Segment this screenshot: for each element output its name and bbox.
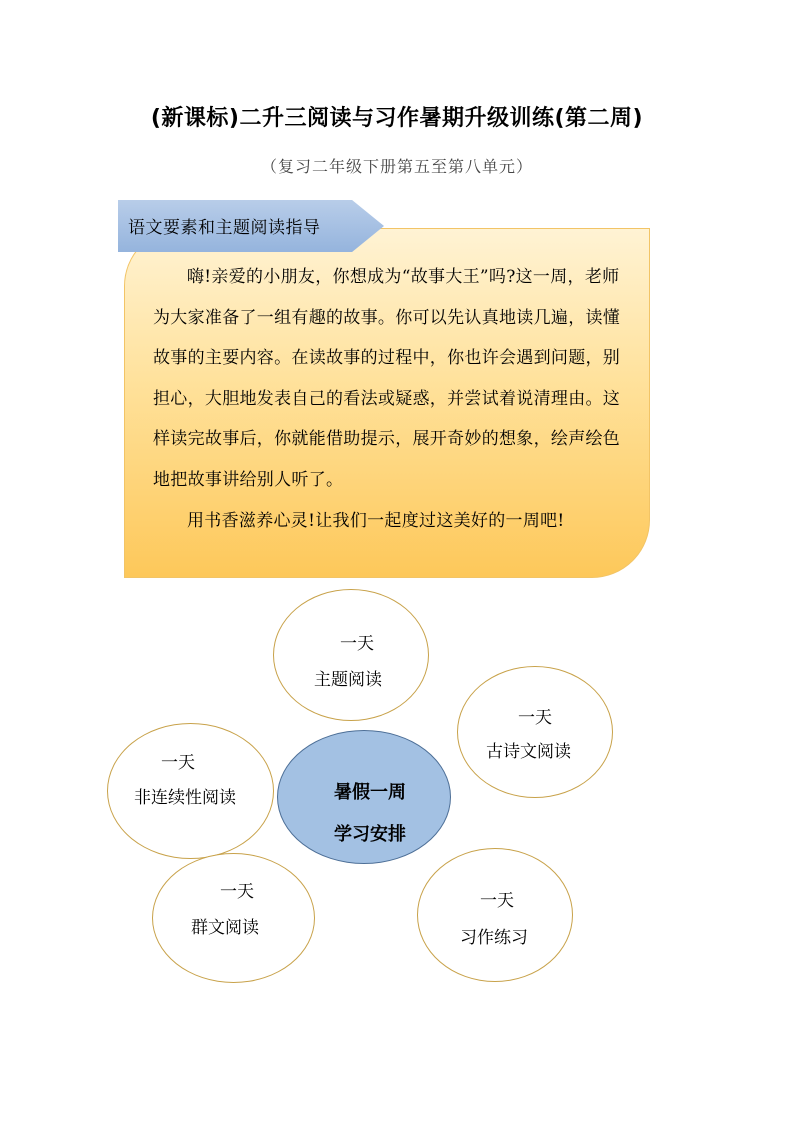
circle-theme-reading (273, 589, 429, 721)
writing-practice-topic: 习作练习 (460, 928, 528, 948)
theme-reading-day: 一天 (340, 634, 374, 654)
noncontinuous-reading-topic: 非连续性阅读 (134, 788, 236, 808)
section-label: 语文要素和主题阅读指导 (128, 218, 321, 238)
noncontinuous-reading-day: 一天 (161, 753, 195, 773)
poetry-reading-topic: 古诗文阅读 (486, 742, 571, 762)
circle-writing-practice (417, 848, 573, 982)
poetry-reading-day: 一天 (518, 708, 552, 728)
page-subtitle: （复习二年级下册第五至第八单元） (260, 157, 533, 176)
circle-poetry-reading (457, 666, 613, 798)
center-line-1: 暑假一周 (334, 782, 406, 803)
guidance-paragraph-2: 用书香滋养心灵!让我们一起度过这美好的一周吧! (187, 511, 565, 531)
center-line-2: 学习安排 (334, 824, 406, 845)
writing-practice-day: 一天 (480, 891, 514, 911)
group-reading-day: 一天 (220, 882, 254, 902)
page-title: (新课标)二升三阅读与习作暑期升级训练(第二周) (150, 106, 644, 131)
guidance-paragraph-1: 嗨!亲爱的小朋友，你想成为“故事大王”吗?这一周，老师为大家准备了一组有趣的故事。你可以先认真地读几遍，读懂故事的主要内容。在读故事的过程中，你也许会遇到问题，别担心，大胆地发表自己的看法或疑惑，并尝试着说清理由。这样读完故事后，你就能借助提示，展开奇妙的想象，绘声绘色地把故事讲给别人听了。 (153, 267, 621, 490)
theme-reading-topic: 主题阅读 (314, 670, 382, 690)
group-reading-topic: 群文阅读 (191, 918, 259, 938)
